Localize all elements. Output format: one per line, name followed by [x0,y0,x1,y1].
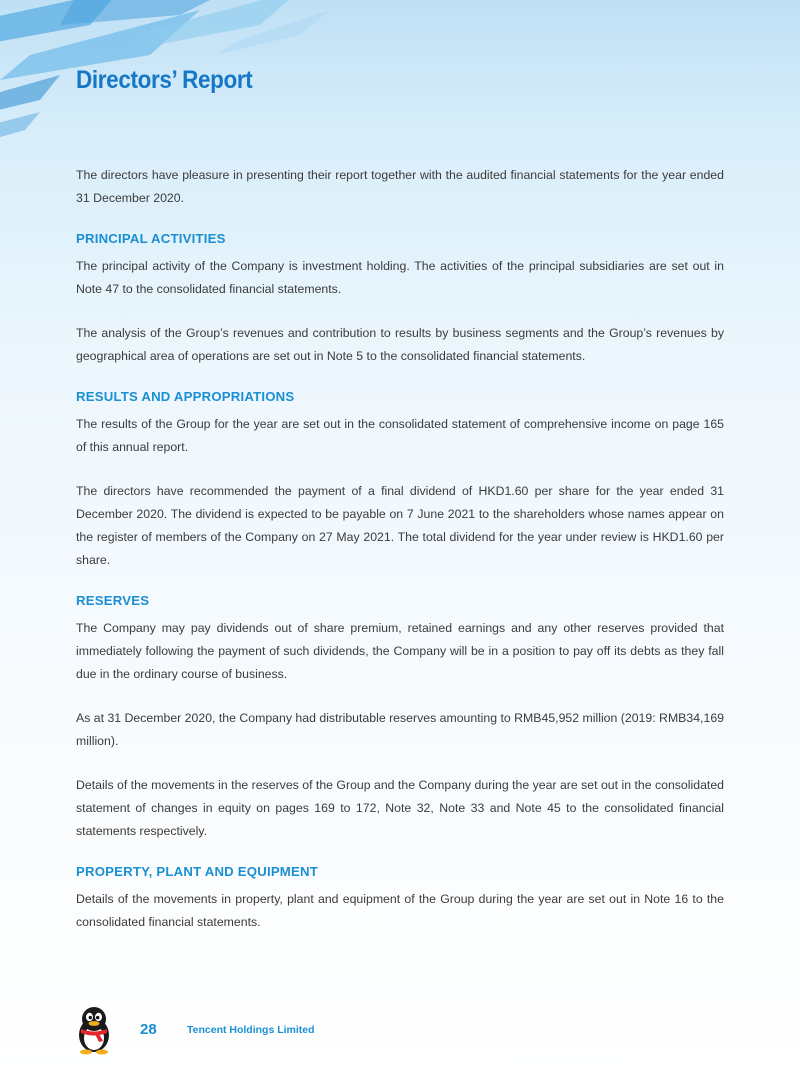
results-paragraph: The directors have recommended the payment of a final dividend of HKD1.60 per share for the year ended 31 December 2020. The dividend is expected to be payable on 7 June 2021 to the shareholders whose names appear on the register of members of the Company on 27 May 2021. The total dividend for the year under review is HKD1.60 per share. [76,484,724,567]
principal-activities-paragraph: The analysis of the Group’s revenues and contribution to results by business segments and the Group’s revenues by geographical area of operations are set out in Note 5 to the consolidated financial statements. [76,326,724,363]
page-footer [74,1005,374,1055]
section-heading-principal-activities: PRINCIPAL ACTIVITIES [76,231,226,246]
results-paragraph: The results of the Group for the year are set out in the consolidated statement of comprehensive income on page 165 of this annual report. [76,417,724,454]
ppe-paragraph: Details of the movements in property, plant and equipment of the Group during the year are set out in Note 16 to the consolidated financial statements. [76,892,724,929]
principal-activities-paragraph: The principal activity of the Company is investment holding. The activities of the principal subsidiaries are set out in Note 47 to the consolidated financial statements. [76,259,724,296]
section-heading-ppe: PROPERTY, PLANT AND EQUIPMENT [76,864,318,879]
intro-paragraph: The directors have pleasure in presenting their report together with the audited financial statements for the year ended 31 December 2020. [76,168,724,205]
reserves-paragraph: Details of the movements in the reserves of the Group and the Company during the year are set out in the consolidated statement of changes in equity on pages 169 to 172, Note 32, Note 33 and Note 45 to the consolidated financial statements respectively. [76,778,725,838]
page-title: Directors’ Report [76,66,253,94]
reserves-paragraph: The Company may pay dividends out of share premium, retained earnings and any other reserves provided that immediately following the payment of such dividends, the Company will be in a position to pay off its debts as they fall due in the ordinary course of business. [76,621,724,681]
reserves-paragraph: As at 31 December 2020, the Company had distributable reserves amounting to RMB45,952 million (2019: RMB34,169 million). [76,711,724,748]
section-heading-results: RESULTS AND APPROPRIATIONS [76,389,295,404]
penguin-icon [74,1005,114,1055]
section-heading-reserves: RESERVES [76,593,150,608]
page-number: 28 [140,1021,157,1038]
report-body [76,164,724,955]
company-name: Tencent Holdings Limited [187,1024,315,1036]
